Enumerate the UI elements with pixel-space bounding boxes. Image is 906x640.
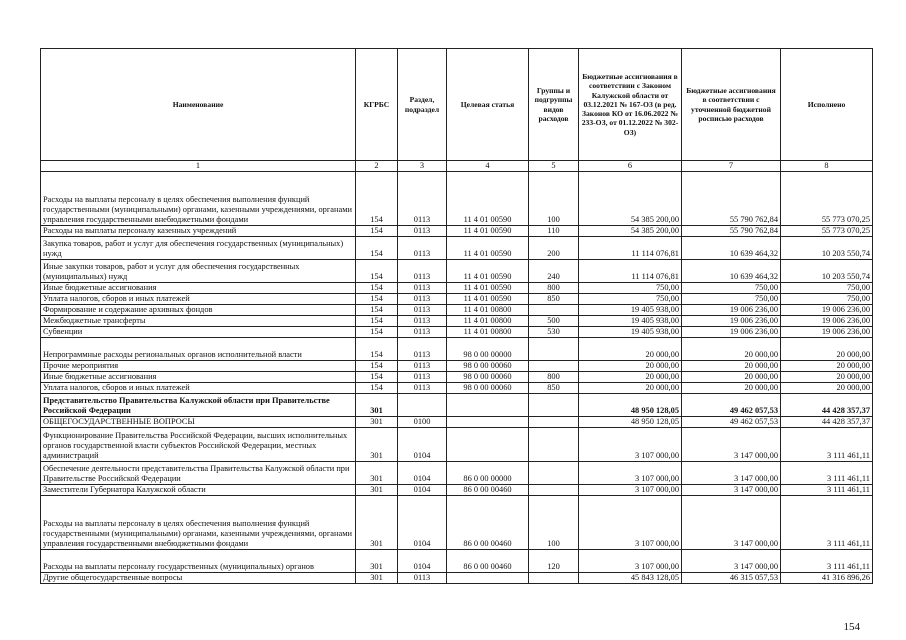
row-group: 530 [529, 327, 579, 338]
row-executed-amount: 20 000,00 [781, 338, 873, 361]
table-row [41, 485, 873, 496]
row-executed-amount: 19 006 236,00 [781, 305, 873, 316]
table-row [41, 237, 873, 260]
row-refined-amount: 750,00 [682, 294, 781, 305]
column-number-row [41, 161, 873, 172]
row-group: 120 [529, 550, 579, 573]
row-group [529, 394, 579, 417]
row-kgrbs: 301 [356, 573, 398, 584]
row-group [529, 462, 579, 485]
row-section: 0113 [398, 283, 447, 294]
row-kgrbs: 154 [356, 338, 398, 361]
table-row [41, 294, 873, 305]
row-kgrbs: 301 [356, 485, 398, 496]
row-group [529, 305, 579, 316]
row-kgrbs: 154 [356, 237, 398, 260]
row-group: 800 [529, 283, 579, 294]
row-executed-amount: 55 773 070,25 [781, 226, 873, 237]
column-number: 1 [41, 161, 356, 172]
row-group [529, 485, 579, 496]
row-target [447, 573, 529, 584]
row-kgrbs: 154 [356, 172, 398, 226]
row-section: 0104 [398, 428, 447, 462]
row-target: 11 4 01 00590 [447, 294, 529, 305]
row-section: 0113 [398, 294, 447, 305]
table-row [41, 260, 873, 283]
row-executed-amount: 750,00 [781, 294, 873, 305]
row-kgrbs: 154 [356, 361, 398, 372]
page-number: 154 [843, 621, 860, 633]
row-law-amount: 19 405 938,00 [579, 327, 682, 338]
row-group [529, 417, 579, 428]
row-name: Иные бюджетные ассигнования [41, 372, 356, 383]
column-number: 5 [529, 161, 579, 172]
row-group: 100 [529, 496, 579, 550]
row-section: 0100 [398, 417, 447, 428]
row-name: Субвенции [41, 327, 356, 338]
row-target: 11 4 01 00590 [447, 226, 529, 237]
row-refined-amount: 55 790 762,84 [682, 172, 781, 226]
row-name: ОБЩЕГОСУДАРСТВЕННЫЕ ВОПРОСЫ [41, 417, 356, 428]
row-group: 110 [529, 226, 579, 237]
row-law-amount: 45 843 128,05 [579, 573, 682, 584]
budget-table-body [41, 172, 873, 584]
row-law-amount: 19 405 938,00 [579, 316, 682, 327]
header-section: Раздел, подраздел [398, 49, 447, 161]
header-target: Целевая статья [447, 49, 529, 161]
row-law-amount: 20 000,00 [579, 338, 682, 361]
row-law-amount: 48 950 128,05 [579, 417, 682, 428]
row-law-amount: 20 000,00 [579, 372, 682, 383]
row-group: 240 [529, 260, 579, 283]
row-section: 0113 [398, 172, 447, 226]
row-executed-amount: 750,00 [781, 283, 873, 294]
row-refined-amount: 19 006 236,00 [682, 327, 781, 338]
row-section: 0113 [398, 573, 447, 584]
row-name: Уплата налогов, сборов и иных платежей [41, 383, 356, 394]
table-row [41, 372, 873, 383]
row-kgrbs: 154 [356, 226, 398, 237]
column-number: 7 [682, 161, 781, 172]
row-executed-amount: 10 203 550,74 [781, 260, 873, 283]
row-law-amount: 750,00 [579, 294, 682, 305]
row-kgrbs: 301 [356, 550, 398, 573]
column-number: 6 [579, 161, 682, 172]
row-group [529, 428, 579, 462]
row-law-amount: 54 385 200,00 [579, 172, 682, 226]
row-kgrbs: 301 [356, 428, 398, 462]
row-group: 500 [529, 316, 579, 327]
row-target: 98 0 00 00060 [447, 383, 529, 394]
row-refined-amount: 49 462 057,53 [682, 417, 781, 428]
row-target [447, 428, 529, 462]
row-refined-amount: 20 000,00 [682, 383, 781, 394]
row-target: 11 4 01 00590 [447, 237, 529, 260]
row-target [447, 417, 529, 428]
column-number: 4 [447, 161, 529, 172]
row-target: 98 0 00 00060 [447, 372, 529, 383]
table-row [41, 305, 873, 316]
row-name: Обеспечение деятельности представительства Правительства Калужской области при Правительстве Российской Федерации [41, 462, 356, 485]
row-target: 11 4 01 00800 [447, 316, 529, 327]
row-kgrbs: 154 [356, 383, 398, 394]
row-name: Закупка товаров, работ и услуг для обеспечения государственных (муниципальных) нужд [41, 237, 356, 260]
row-executed-amount: 55 773 070,25 [781, 172, 873, 226]
table-row [41, 462, 873, 485]
row-law-amount: 3 107 000,00 [579, 485, 682, 496]
row-refined-amount: 3 147 000,00 [682, 485, 781, 496]
column-number: 2 [356, 161, 398, 172]
row-section: 0113 [398, 327, 447, 338]
row-group: 100 [529, 172, 579, 226]
row-refined-amount: 49 462 057,53 [682, 394, 781, 417]
row-name: Межбюджетные трансферты [41, 316, 356, 327]
header-refined: Бюджетные ассигнования в соответствии с уточненной бюджетной росписью расходов [682, 49, 781, 161]
row-executed-amount: 3 111 461,11 [781, 485, 873, 496]
row-name: Уплата налогов, сборов и иных платежей [41, 294, 356, 305]
row-group [529, 573, 579, 584]
row-refined-amount: 10 639 464,32 [682, 237, 781, 260]
row-refined-amount: 19 006 236,00 [682, 305, 781, 316]
row-executed-amount: 3 111 461,11 [781, 550, 873, 573]
row-name: Расходы на выплаты персоналу в целях обеспечения выполнения функций государственными (муниципальными) органами, казенными учреждениями, органами управления государственными внебюджетными фондами [41, 496, 356, 550]
table-row [41, 172, 873, 226]
row-law-amount: 19 405 938,00 [579, 305, 682, 316]
row-section: 0113 [398, 338, 447, 361]
row-executed-amount: 20 000,00 [781, 372, 873, 383]
row-refined-amount: 3 147 000,00 [682, 550, 781, 573]
column-number: 8 [781, 161, 873, 172]
row-name: Функционирование Правительства Российской Федерации, высших исполнительных органов государственной власти субъектов Российской Федерации, местных администраций [41, 428, 356, 462]
row-section: 0113 [398, 316, 447, 327]
row-kgrbs: 301 [356, 417, 398, 428]
row-section: 0104 [398, 550, 447, 573]
budget-report-sheet [40, 48, 872, 584]
row-kgrbs: 154 [356, 327, 398, 338]
row-target: 98 0 00 00000 [447, 338, 529, 361]
row-executed-amount: 41 316 896,26 [781, 573, 873, 584]
row-target: 11 4 01 00800 [447, 327, 529, 338]
row-section: 0113 [398, 237, 447, 260]
row-kgrbs: 154 [356, 372, 398, 383]
row-name: Иные бюджетные ассигнования [41, 283, 356, 294]
row-target: 98 0 00 00060 [447, 361, 529, 372]
row-law-amount: 54 385 200,00 [579, 226, 682, 237]
row-target: 11 4 01 00590 [447, 260, 529, 283]
row-refined-amount: 10 639 464,32 [682, 260, 781, 283]
row-group: 850 [529, 294, 579, 305]
row-target: 11 4 01 00590 [447, 283, 529, 294]
row-target: 86 0 00 00000 [447, 462, 529, 485]
row-kgrbs: 154 [356, 305, 398, 316]
row-group: 200 [529, 237, 579, 260]
row-name: Непрограммные расходы региональных органов исполнительной власти [41, 338, 356, 361]
row-kgrbs: 301 [356, 394, 398, 417]
row-law-amount: 20 000,00 [579, 361, 682, 372]
header-executed: Исполнено [781, 49, 873, 161]
table-row [41, 573, 873, 584]
row-section: 0104 [398, 496, 447, 550]
row-name: Заместители Губернатора Калужской области [41, 485, 356, 496]
table-row [41, 394, 873, 417]
row-law-amount: 750,00 [579, 283, 682, 294]
row-refined-amount: 20 000,00 [682, 338, 781, 361]
row-law-amount: 3 107 000,00 [579, 462, 682, 485]
table-row [41, 428, 873, 462]
row-section: 0113 [398, 305, 447, 316]
row-target [447, 394, 529, 417]
row-name: Расходы на выплаты персоналу в целях обеспечения выполнения функций государственными (муниципальными) органами, казенными учреждениями, органами управления государственными внебюджетными фондами [41, 172, 356, 226]
table-row [41, 383, 873, 394]
table-row [41, 327, 873, 338]
row-section: 0104 [398, 485, 447, 496]
row-law-amount: 3 107 000,00 [579, 428, 682, 462]
row-refined-amount: 19 006 236,00 [682, 316, 781, 327]
row-executed-amount: 20 000,00 [781, 361, 873, 372]
row-target: 86 0 00 00460 [447, 550, 529, 573]
row-executed-amount: 3 111 461,11 [781, 428, 873, 462]
row-executed-amount: 44 428 357,37 [781, 394, 873, 417]
row-group: 800 [529, 372, 579, 383]
row-executed-amount: 3 111 461,11 [781, 462, 873, 485]
row-kgrbs: 301 [356, 496, 398, 550]
table-row [41, 283, 873, 294]
row-law-amount: 3 107 000,00 [579, 496, 682, 550]
row-target: 11 4 01 00800 [447, 305, 529, 316]
row-name: Формирование и содержание архивных фондов [41, 305, 356, 316]
row-executed-amount: 10 203 550,74 [781, 237, 873, 260]
row-section: 0104 [398, 462, 447, 485]
row-refined-amount: 20 000,00 [682, 361, 781, 372]
table-row [41, 496, 873, 550]
row-name: Иные закупки товаров, работ и услуг для обеспечения государственных (муниципальных) нужд [41, 260, 356, 283]
row-section: 0113 [398, 383, 447, 394]
row-name: Представительство Правительства Калужской области при Правительстве Российской Федерации [41, 394, 356, 417]
row-section: 0113 [398, 361, 447, 372]
table-row [41, 226, 873, 237]
budget-table [40, 48, 873, 584]
row-name: Прочие мероприятия [41, 361, 356, 372]
row-law-amount: 3 107 000,00 [579, 550, 682, 573]
row-name: Другие общегосударственные вопросы [41, 573, 356, 584]
row-executed-amount: 44 428 357,37 [781, 417, 873, 428]
row-kgrbs: 154 [356, 294, 398, 305]
header-name: Наименование [41, 49, 356, 161]
row-target: 86 0 00 00460 [447, 496, 529, 550]
column-number: 3 [398, 161, 447, 172]
table-row [41, 417, 873, 428]
row-kgrbs: 154 [356, 260, 398, 283]
table-row [41, 316, 873, 327]
table-row [41, 338, 873, 361]
row-law-amount: 11 114 076,81 [579, 237, 682, 260]
row-section: 0113 [398, 226, 447, 237]
row-law-amount: 11 114 076,81 [579, 260, 682, 283]
header-row [41, 49, 873, 161]
row-refined-amount: 3 147 000,00 [682, 462, 781, 485]
row-section: 0113 [398, 372, 447, 383]
row-executed-amount: 20 000,00 [781, 383, 873, 394]
row-refined-amount: 3 147 000,00 [682, 428, 781, 462]
row-group: 850 [529, 383, 579, 394]
row-law-amount: 20 000,00 [579, 383, 682, 394]
header-groups: Группы и подгруппы видов расходов [529, 49, 579, 161]
row-kgrbs: 154 [356, 283, 398, 294]
header-kgrbs: КГРБС [356, 49, 398, 161]
row-target: 86 0 00 00460 [447, 485, 529, 496]
row-target: 11 4 01 00590 [447, 172, 529, 226]
row-refined-amount: 3 147 000,00 [682, 496, 781, 550]
row-name: Расходы на выплаты персоналу государственных (муниципальных) органов [41, 550, 356, 573]
row-law-amount: 48 950 128,05 [579, 394, 682, 417]
row-section: 0113 [398, 260, 447, 283]
row-executed-amount: 3 111 461,11 [781, 496, 873, 550]
row-executed-amount: 19 006 236,00 [781, 316, 873, 327]
row-refined-amount: 20 000,00 [682, 372, 781, 383]
row-section [398, 394, 447, 417]
row-executed-amount: 19 006 236,00 [781, 327, 873, 338]
row-refined-amount: 46 315 057,53 [682, 573, 781, 584]
table-row [41, 361, 873, 372]
row-group [529, 361, 579, 372]
row-group [529, 338, 579, 361]
row-refined-amount: 55 790 762,84 [682, 226, 781, 237]
row-kgrbs: 154 [356, 316, 398, 327]
table-row [41, 550, 873, 573]
row-name: Расходы на выплаты персоналу казенных учреждений [41, 226, 356, 237]
row-refined-amount: 750,00 [682, 283, 781, 294]
header-law: Бюджетные ассигнования в соответствии с Законом Калужской области от 03.12.2021 № 167-ОЗ (в ред. Законов КО от 16.06.2022 № 233-ОЗ, от 01.12.2022 № 302-ОЗ) [579, 49, 682, 161]
row-kgrbs: 301 [356, 462, 398, 485]
